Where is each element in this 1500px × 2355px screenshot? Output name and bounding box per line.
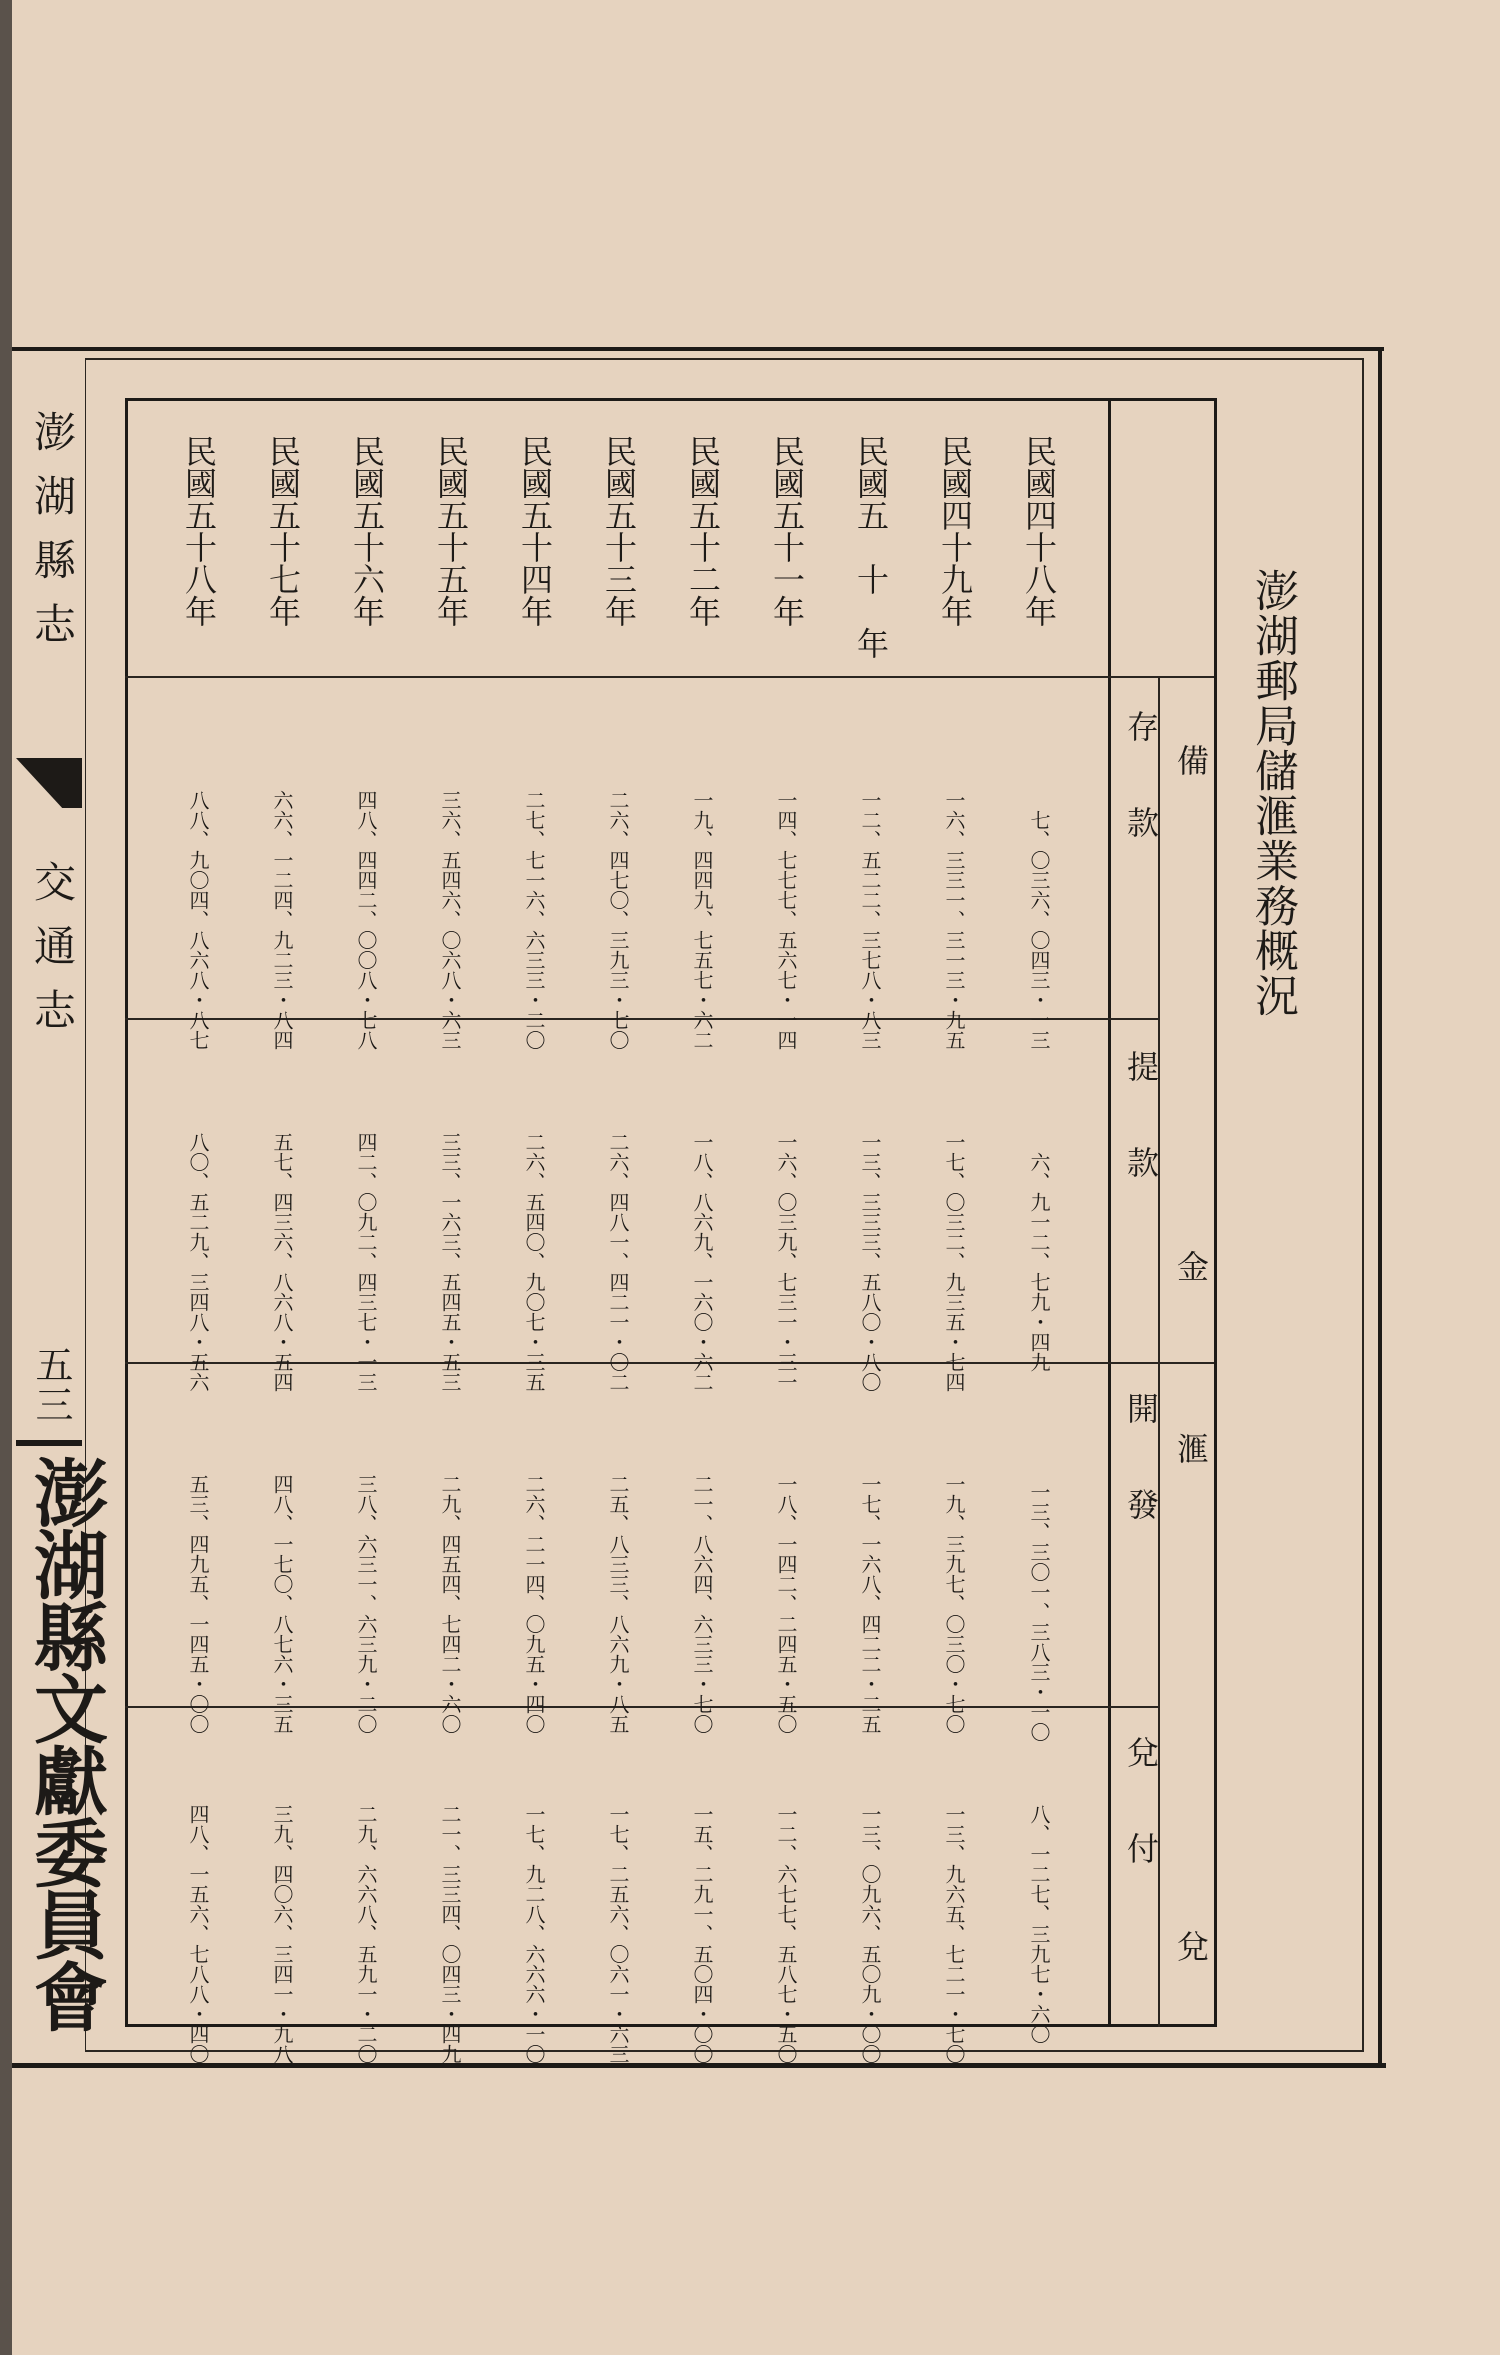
issue-value: 三八、六三一、六三九・二〇 — [354, 1474, 378, 1734]
chapter-title: 交通志 — [28, 860, 77, 1052]
issue-value: 一九、三九七、〇三〇・七〇 — [942, 1474, 966, 1734]
pay-value: 一三、九六五、七二一・七〇 — [942, 1804, 966, 2064]
year-label: 民國五十三年 — [600, 435, 638, 627]
issue-value: 五三、四九五、一四五・〇〇 — [186, 1474, 210, 1734]
frame-right-outer — [1378, 347, 1382, 2068]
withdraw-value: 三三、一六三、五四五・五三 — [438, 1132, 462, 1392]
pay-value: 四八、一五六、七八八・四〇 — [186, 1804, 210, 2064]
year-label: 民國五十五年 — [432, 435, 470, 627]
deposit-value: 二七、七一六、六三三・二〇 — [522, 790, 546, 1050]
pay-value: 一二、六七七、五八七・五〇 — [774, 1804, 798, 2064]
deposit-value: 二六、四七〇、三九三・七〇 — [606, 790, 630, 1050]
table-left-rule — [125, 398, 128, 2027]
frame-right-inner — [1362, 360, 1364, 2052]
deposit-value: 四八、四四二、〇〇八・七八 — [354, 790, 378, 1050]
frame-top — [12, 347, 1384, 351]
table-top-rule — [125, 398, 1217, 401]
deposit-value: 八八、九〇四、八六八・八七 — [186, 790, 210, 1050]
issue-value: 一八、一四二、二四五・五〇 — [774, 1474, 798, 1734]
page-number: 五三 — [29, 1345, 73, 1425]
header-rule-title — [1110, 676, 1214, 678]
pay-value: 二一、三三四、〇四三・四九 — [438, 1804, 462, 2064]
table-right-rule — [1214, 398, 1217, 2027]
pay-value: 一七、九二八、六六六・一〇 — [522, 1804, 546, 2064]
publisher-name: 澎湖縣文獻委員會 — [22, 1455, 108, 2031]
row-rule-year — [125, 676, 1110, 678]
pay-value: 八、一二七、三九七・六〇 — [1027, 1804, 1051, 2044]
header-pay: 兌 付 — [1122, 1736, 1160, 1864]
year-label: 民國五十七年 — [264, 435, 302, 627]
issue-value: 二五、八三三、八六九・八五 — [606, 1474, 630, 1734]
issue-value: 二六、二一四、〇九五・四〇 — [522, 1474, 546, 1734]
pay-value: 三九、四〇六、三四一・九八 — [270, 1804, 294, 2064]
issue-value: 一三、三〇一、三八三・一〇 — [1027, 1482, 1051, 1742]
fishtail-mark-lower — [16, 1440, 82, 1446]
header-reserve: 備 — [1172, 744, 1210, 776]
withdraw-value: 二六、四八一、四二一・〇二 — [606, 1132, 630, 1392]
header-withdraw: 提 款 — [1122, 1050, 1160, 1178]
issue-value: 二一、八六四、六三三・七〇 — [690, 1474, 714, 1734]
deposit-value: 六六、一二四、九二三・八四 — [270, 790, 294, 1050]
withdraw-value: 一三、三三三、五八〇・八〇 — [858, 1132, 882, 1392]
deposit-value: 三六、五四六、〇六八・六三 — [438, 790, 462, 1050]
withdraw-value: 一八、八六九、一六〇・六二 — [690, 1132, 714, 1392]
withdraw-value: 八〇、五二九、三四八・五六 — [186, 1132, 210, 1392]
header-gold: 金 — [1172, 1250, 1210, 1282]
withdraw-value: 一七、〇三二、九三五・七四 — [942, 1132, 966, 1392]
issue-value: 一七、一六八、四二二・二五 — [858, 1474, 882, 1734]
withdraw-value: 五七、四三六、八六八・五四 — [270, 1132, 294, 1392]
year-label: 民國五十二年 — [684, 435, 722, 627]
header-deposit: 存 款 — [1122, 710, 1160, 838]
withdraw-value: 六、九一二、七九・四九 — [1027, 1152, 1051, 1372]
year-label: 民國四十八年 — [1020, 435, 1058, 627]
withdraw-value: 一六、〇三九、七三一・三一 — [774, 1132, 798, 1392]
pay-value: 一五、二九一、五〇四・〇〇 — [690, 1804, 714, 2064]
withdraw-value: 二六、五四〇、九〇七・三五 — [522, 1132, 546, 1392]
table-title: 澎湖郵局儲滙業務概況 — [1247, 568, 1298, 1018]
pay-value: 二九、六六八、五九一・二〇 — [354, 1804, 378, 2064]
fishtail-mark — [16, 758, 82, 808]
deposit-value: 七、〇三六、〇四三・一三 — [1027, 810, 1051, 1050]
header-rule-inner — [1108, 398, 1111, 2027]
year-label: 民國五十一年 — [768, 435, 806, 627]
issue-value: 二九、四五四、七四二・六〇 — [438, 1474, 462, 1734]
withdraw-value: 四二、〇九二、四三七・一三 — [354, 1132, 378, 1392]
header-remit: 滙 — [1172, 1432, 1210, 1464]
frame-top-inner — [85, 358, 1364, 360]
year-label: 民國四十九年 — [936, 435, 974, 627]
deposit-value: 一六、三三一、三一三・九五 — [942, 790, 966, 1050]
deposit-value: 一四、七七七、五六七・一四 — [774, 790, 798, 1050]
deposit-value: 一九、四四九、七五七・六二 — [690, 790, 714, 1050]
header-cash: 兌 — [1172, 1930, 1210, 1962]
pay-value: 一七、二五六、〇六一・六三 — [606, 1804, 630, 2064]
year-label: 民國五十四年 — [516, 435, 554, 627]
book-spine — [0, 0, 12, 2355]
pay-value: 一三、〇九六、五〇九・〇〇 — [858, 1804, 882, 2064]
year-label: 民國五 十 年 — [852, 435, 890, 659]
issue-value: 四八、一七〇、八七六・三五 — [270, 1474, 294, 1734]
deposit-value: 一二、五二二、三七八・八三 — [858, 790, 882, 1050]
book-title: 澎湖縣志 — [28, 410, 77, 666]
year-label: 民國五十六年 — [348, 435, 386, 627]
header-issue: 開 發 — [1122, 1392, 1160, 1520]
year-label: 民國五十八年 — [180, 435, 218, 627]
